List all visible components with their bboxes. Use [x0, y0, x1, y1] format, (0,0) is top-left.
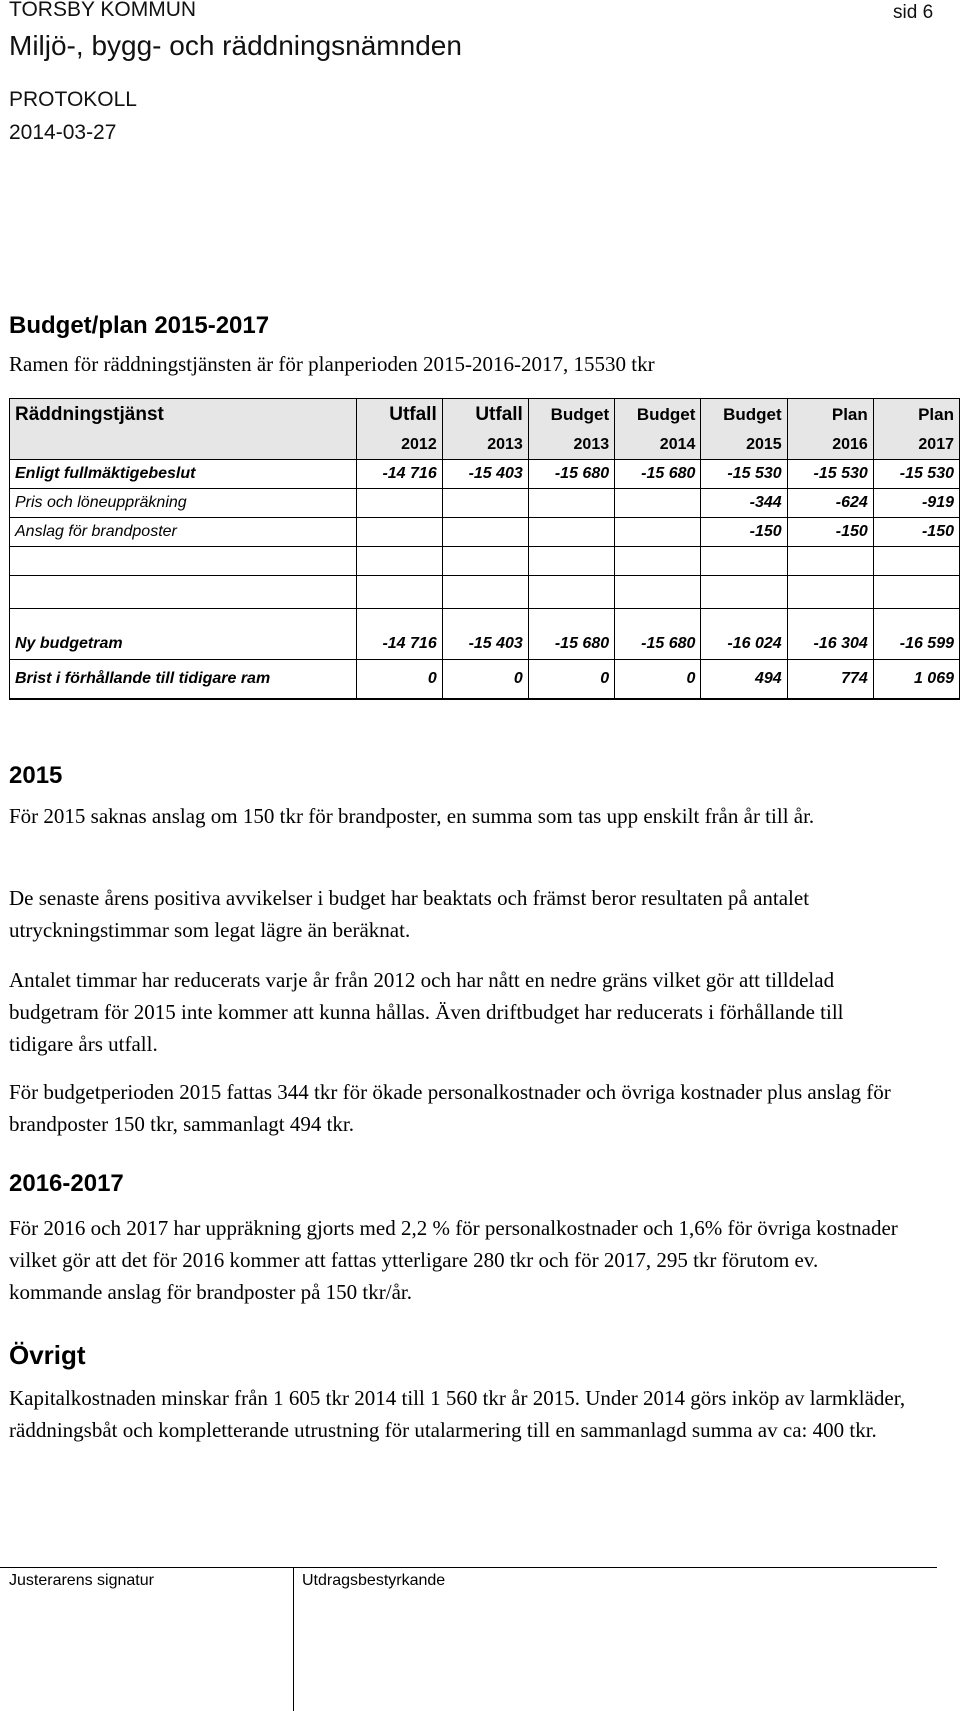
table-cell	[873, 547, 959, 576]
table-cell	[10, 576, 357, 609]
table-cell: -14 716	[356, 609, 442, 660]
document-type: PROTOKOLL	[9, 88, 137, 111]
table-cell	[356, 518, 442, 547]
table-cell: 0	[615, 660, 701, 700]
col-year-header: 2014	[615, 431, 701, 460]
table-cell: -15 680	[528, 609, 614, 660]
table-cell: -15 403	[442, 460, 528, 489]
col-type-header: Utfall	[356, 399, 442, 432]
section-2015-paragraph: För budgetperioden 2015 fattas 344 tkr för ökade personalkostnader och övriga kostnader plus anslag för brandposter 150 tkr, sammanlagt 494 tkr.	[9, 1080, 891, 1136]
table-title-cell: Räddningstjänst	[10, 399, 357, 432]
col-type-header: Budget	[615, 399, 701, 432]
table-cell: -15 680	[615, 609, 701, 660]
table-cell	[701, 547, 787, 576]
col-type-header: Budget	[528, 399, 614, 432]
table-cell: 774	[787, 660, 873, 700]
table-cell: -14 716	[356, 460, 442, 489]
table-cell: 0	[356, 660, 442, 700]
row-label: Pris och löneuppräkning	[10, 489, 357, 518]
table-cell: -15 530	[701, 460, 787, 489]
table-cell	[10, 547, 357, 576]
col-type-header: Utfall	[442, 399, 528, 432]
table-row	[10, 518, 960, 547]
col-year-header: 2015	[701, 431, 787, 460]
budget-intro: Ramen för räddningstjänsten är för planperioden 2015-2016-2017, 15530 tkr	[9, 352, 655, 376]
table-cell	[528, 518, 614, 547]
footer-column-divider	[293, 1567, 294, 1711]
budget-section-title: Budget/plan 2015-2017	[9, 312, 270, 339]
table-cell: 0	[528, 660, 614, 700]
table-year-row	[10, 431, 960, 460]
table-cell	[615, 489, 701, 518]
table-cell	[356, 489, 442, 518]
signature-label: Justerarens signatur	[9, 1572, 154, 1589]
col-year-header: 2017	[873, 431, 959, 460]
table-cell	[356, 576, 442, 609]
table-cell	[615, 576, 701, 609]
section-2015-title: 2015	[9, 762, 63, 789]
table-cell: -16 599	[873, 609, 959, 660]
extract-label: Utdragsbestyrkande	[302, 1572, 446, 1589]
section-2015-paragraph: De senaste årens positiva avvikelser i budget har beaktats och främst beror resultaten på antalet utryckningstimmar som legat lägre än beräknat.	[9, 886, 810, 942]
table-header-row	[10, 399, 960, 432]
table-cell: -150	[701, 518, 787, 547]
table-cell: -150	[787, 518, 873, 547]
table-cell	[873, 576, 959, 609]
table-cell	[442, 518, 528, 547]
table-cell: 1 069	[873, 660, 959, 700]
municipality-name: TORSBY KOMMUN	[9, 0, 197, 21]
table-year-blank	[10, 431, 357, 460]
page-number: sid 6	[893, 2, 934, 23]
table-cell: -919	[873, 489, 959, 518]
table-cell	[787, 547, 873, 576]
table-cell: -15 530	[873, 460, 959, 489]
table-cell	[442, 576, 528, 609]
table-cell	[528, 576, 614, 609]
table-cell	[528, 489, 614, 518]
section-2015-paragraph: För 2015 saknas anslag om 150 tkr för brandposter, en summa som tas upp enskilt från år till år.	[9, 804, 815, 828]
table-cell: -344	[701, 489, 787, 518]
row-label: Enligt fullmäktigebeslut	[10, 460, 357, 489]
table-cell: -150	[873, 518, 959, 547]
row-label: Anslag för brandposter	[10, 518, 357, 547]
col-type-header: Plan	[873, 399, 959, 432]
table-cell: -16 304	[787, 609, 873, 660]
table-cell: -15 530	[787, 460, 873, 489]
section-2016-title: 2016-2017	[9, 1170, 124, 1197]
table-cell	[615, 518, 701, 547]
committee-name: Miljö-, bygg- och räddningsnämnden	[9, 30, 462, 61]
table-cell: 0	[442, 660, 528, 700]
table-cell: -16 024	[701, 609, 787, 660]
budget-table	[9, 398, 960, 700]
col-type-header: Plan	[787, 399, 873, 432]
table-empty-row	[10, 576, 960, 609]
row-label: Ny budgetram	[10, 609, 357, 660]
table-cell	[787, 576, 873, 609]
table-cell: -624	[787, 489, 873, 518]
section-other-title: Övrigt	[9, 1340, 86, 1370]
col-year-header: 2012	[356, 431, 442, 460]
footer-divider	[0, 1567, 937, 1568]
row-label: Brist i förhållande till tidigare ram	[10, 660, 357, 700]
table-cell: 494	[701, 660, 787, 700]
col-year-header: 2016	[787, 431, 873, 460]
table-cell: -15 680	[528, 460, 614, 489]
table-cell	[701, 576, 787, 609]
table-cell: -15 680	[615, 460, 701, 489]
table-row	[10, 489, 960, 518]
table-cell	[528, 547, 614, 576]
table-cell: -15 403	[442, 609, 528, 660]
col-year-header: 2013	[528, 431, 614, 460]
table-cell	[442, 547, 528, 576]
table-row	[10, 460, 960, 489]
table-cell	[356, 547, 442, 576]
section-2015-paragraph: Antalet timmar har reducerats varje år från 2012 och har nått en nedre gräns vilket gör att tilldelad budgetram för 2015 inte kommer att kunna hållas. Även driftbudget har reducerats i förhållande till tidigare års utfall.	[9, 968, 844, 1056]
document-date: 2014-03-27	[9, 121, 117, 144]
table-cell	[442, 489, 528, 518]
table-cell	[615, 547, 701, 576]
section-other-paragraph: Kapitalkostnaden minskar från 1 605 tkr 2014 till 1 560 tkr år 2015. Under 2014 görs inköp av larmkläder, räddningsbåt och kompletterande utrustning för utalarmering till en sammanlagd summa av ca: 400 tkr.	[9, 1386, 906, 1442]
table-gap-row	[10, 660, 960, 700]
col-year-header: 2013	[442, 431, 528, 460]
table-total-row	[10, 609, 960, 660]
col-type-header: Budget	[701, 399, 787, 432]
table-empty-row	[10, 547, 960, 576]
section-2016-paragraph: För 2016 och 2017 har uppräkning gjorts med 2,2 % för personalkostnader och 1,6% för övriga kostnader vilket gör att det för 2016 kommer att fattas ytterligare 280 tkr och för 2017, 295 tkr förutom ev. kommande anslag för brandposter på 150 tkr/år.	[9, 1216, 898, 1304]
